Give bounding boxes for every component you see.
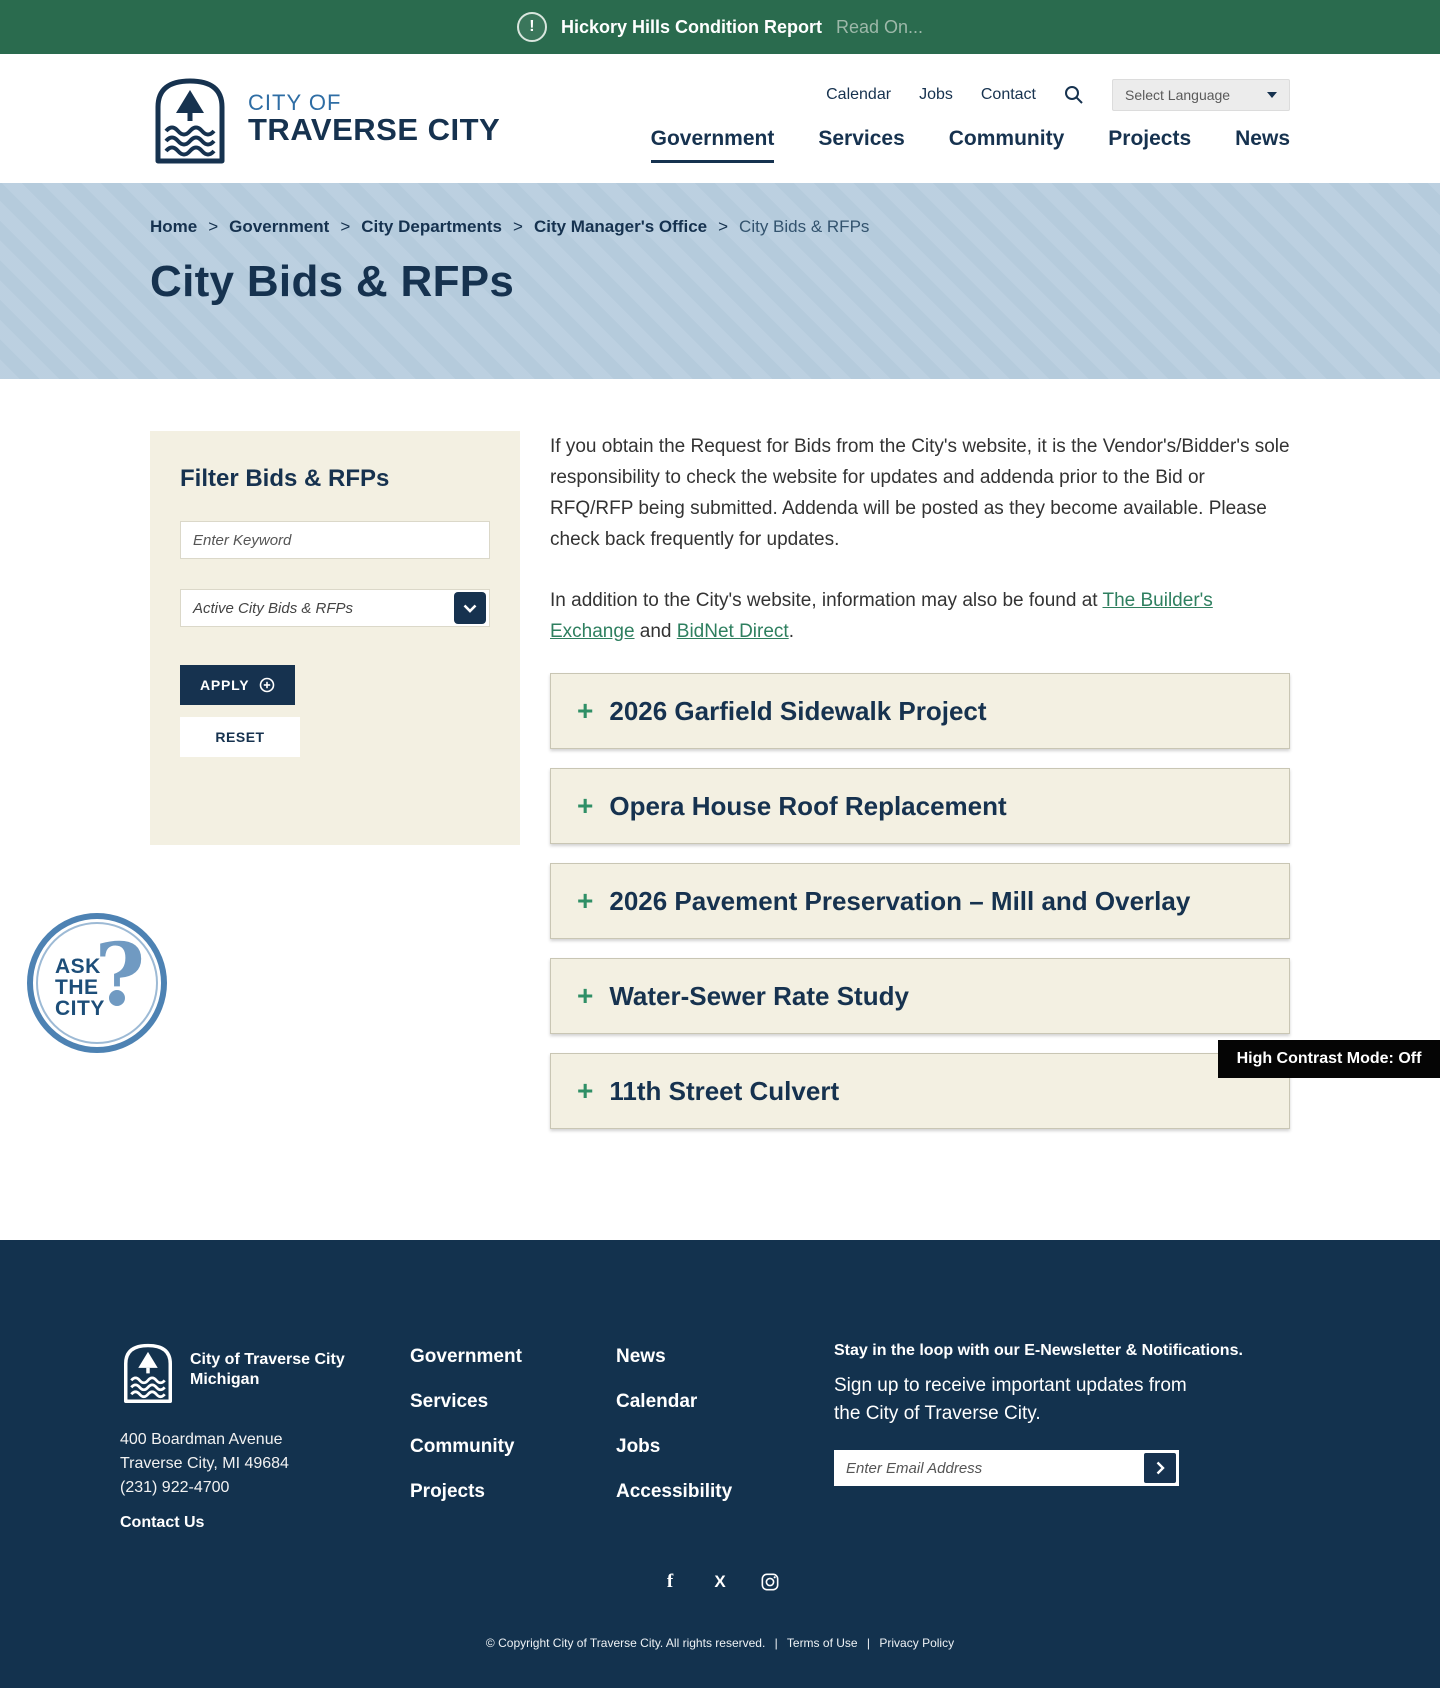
ask-line-1: ASK (55, 955, 101, 978)
site-footer (0, 1240, 1440, 1688)
language-selector[interactable] (1112, 79, 1290, 111)
expand-plus-icon: + (577, 790, 594, 821)
accordion-item-11th-street-culvert[interactable] (550, 1053, 1290, 1129)
content-area (550, 431, 1290, 1148)
footer-org-name-line1: City of Traverse City (190, 1351, 345, 1368)
builders-exchange-link[interactable]: The Builder's Exchange (550, 590, 1213, 642)
question-mark-icon: ? (94, 925, 145, 1026)
footer-legal (0, 1636, 1440, 1650)
accordion-title: 2026 Garfield Sidewalk Project (609, 696, 987, 726)
facebook-glyph: f (666, 1571, 674, 1592)
apply-button[interactable] (180, 665, 295, 705)
breadcrumb-city-managers-office[interactable]: City Manager's Office (533, 217, 708, 236)
accordion-item-opera-house-roof[interactable] (550, 768, 1290, 844)
ask-line-3: CITY (55, 997, 105, 1020)
page-title: City Bids & RFPs (150, 257, 515, 306)
keyword-input[interactable] (180, 521, 490, 559)
newsletter-body: Sign up to receive important updates from the City of Traverse City. (834, 1375, 1187, 1424)
links-paragraph (550, 585, 1290, 647)
links-paragraph-suffix: . (788, 621, 794, 642)
logo-city-of: CITY OF (248, 89, 342, 115)
main-content (0, 379, 1440, 1240)
ask-line-2: THE (55, 976, 99, 999)
facebook-icon[interactable] (660, 1572, 680, 1592)
breadcrumb-separator: > (513, 217, 523, 236)
bidnet-direct-link[interactable]: BidNet Direct (676, 621, 789, 642)
expand-plus-icon: + (577, 980, 594, 1011)
footer-org-block (120, 1340, 410, 1532)
accordion-title: Opera House Roof Replacement (609, 791, 1007, 821)
filter-title: Filter Bids & RFPs (180, 465, 390, 492)
high-contrast-toggle[interactable]: High Contrast Mode: Off (1218, 1040, 1440, 1078)
utility-link-contact[interactable]: Contact (980, 85, 1036, 103)
footer-org-name-line2: Michigan (190, 1371, 260, 1388)
breadcrumb-city-departments[interactable]: City Departments (361, 217, 503, 236)
links-paragraph-prefix: In addition to the City's website, information may also be found at (550, 590, 1103, 611)
alert-exclamation-icon: ! (517, 12, 547, 42)
footer-nav-col1 (410, 1340, 616, 1532)
x-twitter-icon[interactable] (710, 1572, 730, 1592)
breadcrumb-current: City Bids & RFPs (739, 217, 870, 236)
footer-phone: (231) 922-4700 (120, 1479, 230, 1496)
city-emblem-icon (120, 1340, 176, 1404)
nav-news[interactable]: News (1235, 126, 1290, 150)
ask-the-city-widget[interactable] (27, 913, 167, 1053)
category-select-value: Active City Bids & RFPs (193, 599, 354, 617)
expand-plus-icon: + (577, 1075, 594, 1106)
footer-link-community[interactable]: Community (410, 1436, 515, 1457)
alert-message: Hickory Hills Condition Report (560, 16, 822, 37)
breadcrumb-government[interactable]: Government (229, 217, 330, 236)
category-select[interactable] (180, 589, 490, 627)
nav-government[interactable]: Government (651, 127, 775, 163)
filter-panel (150, 431, 520, 845)
footer-address-line1: 400 Boardman Avenue (120, 1431, 283, 1448)
newsletter-block (834, 1340, 1264, 1532)
breadcrumb-separator: > (340, 217, 351, 236)
accordion-item-water-sewer-rate-study[interactable] (550, 958, 1290, 1034)
email-input[interactable] (834, 1450, 1141, 1486)
apply-button-label: APPLY (200, 677, 250, 693)
legal-separator: | (866, 1636, 871, 1650)
chevron-down-icon (1267, 92, 1277, 98)
ask-the-city-label (55, 956, 105, 1019)
newsletter-heading: Stay in the loop with our E-Newsletter & Notifications. (834, 1342, 1243, 1359)
nav-community[interactable]: Community (948, 126, 1065, 150)
accordion-item-pavement-preservation[interactable] (550, 863, 1290, 939)
alert-read-on-link[interactable]: Read On... (835, 16, 924, 37)
accordion-item-garfield-sidewalk[interactable] (550, 673, 1290, 749)
footer-link-projects[interactable]: Projects (410, 1481, 485, 1502)
links-paragraph-middle: and (634, 621, 677, 642)
legal-separator: | (774, 1636, 778, 1650)
intro-paragraph: If you obtain the Request for Bids from the City's website, it is the Vendor's/Bidder's sole responsibility to check the website for updates and addenda prior to the Bid or RFQ/RFP being submitted. Addenda will be posted as they become available. Please check back frequently for updates. (550, 436, 1290, 550)
reset-button[interactable]: RESET (180, 717, 300, 757)
utility-link-jobs[interactable]: Jobs (919, 85, 953, 103)
footer-nav-col2 (616, 1340, 834, 1532)
terms-of-use-link[interactable]: Terms of Use (786, 1636, 858, 1650)
copyright-text: © Copyright City of Traverse City. All rights reserved. (485, 1636, 766, 1650)
breadcrumb-separator: > (718, 217, 729, 236)
accordion-title: Water-Sewer Rate Study (609, 981, 909, 1011)
footer-link-news[interactable]: News (616, 1346, 666, 1367)
x-glyph: X (714, 1572, 726, 1591)
breadcrumb-separator: > (208, 217, 219, 236)
footer-link-accessibility[interactable]: Accessibility (616, 1481, 733, 1502)
utility-nav (826, 79, 1290, 111)
accordion-title: 11th Street Culvert (609, 1076, 840, 1106)
logo-traverse-city: TRAVERSE CITY (248, 111, 501, 147)
city-emblem-icon (150, 73, 230, 165)
expand-plus-icon: + (577, 885, 594, 916)
search-icon[interactable] (1064, 85, 1084, 105)
plus-circle-icon (259, 677, 275, 693)
footer-link-calendar[interactable]: Calendar (616, 1391, 698, 1412)
nav-projects[interactable]: Projects (1108, 126, 1192, 150)
footer-contact-us-link[interactable]: Contact Us (120, 1514, 205, 1531)
utility-link-calendar[interactable]: Calendar (826, 85, 892, 103)
nav-services[interactable]: Services (818, 126, 905, 150)
site-logo[interactable] (150, 73, 500, 165)
language-selector-label: Select Language (1125, 86, 1231, 103)
instagram-icon[interactable] (760, 1572, 780, 1592)
chevron-down-icon (454, 592, 486, 624)
social-links (0, 1572, 1440, 1592)
footer-link-government[interactable]: Government (410, 1346, 522, 1367)
newsletter-signup-form (834, 1450, 1179, 1486)
breadcrumb (150, 217, 1290, 237)
hero-section (0, 183, 1440, 379)
expand-plus-icon: + (577, 695, 594, 726)
footer-address-line2: Traverse City, MI 49684 (120, 1455, 289, 1472)
privacy-policy-link[interactable]: Privacy Policy (879, 1636, 955, 1650)
chevron-right-icon (1156, 1461, 1165, 1475)
main-nav (651, 127, 1290, 163)
site-header (0, 54, 1440, 183)
newsletter-submit-button[interactable] (1144, 1453, 1176, 1483)
breadcrumb-home[interactable]: Home (150, 217, 198, 236)
alert-banner (0, 0, 1440, 54)
accordion-title: 2026 Pavement Preservation – Mill and Overlay (609, 886, 1191, 916)
footer-link-services[interactable]: Services (410, 1391, 489, 1412)
footer-link-jobs[interactable]: Jobs (616, 1436, 661, 1457)
